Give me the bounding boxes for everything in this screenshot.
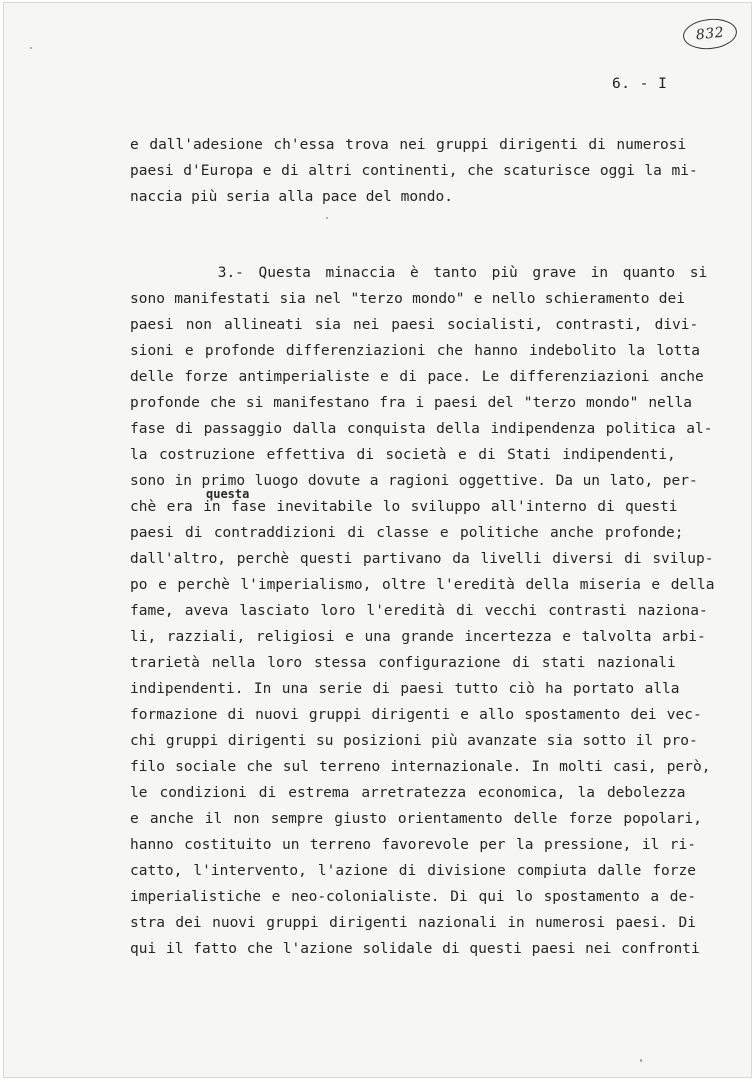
text-line: catto, l'intervento, l'azione di divisione compiuta dalle forze [130,863,696,879]
archive-stamp: 832 [682,16,739,51]
text-line: la costruzione effettiva di società e di Stati indipendenti, [130,447,676,463]
text-line: e anche il non sempre giusto orientamento delle forze popolari, [130,811,702,827]
text-line: paesi non allineati sia nei paesi socialisti, contrasti, divi- [130,317,699,333]
text-line: li, razziali, religiosi e una grande incertezza e talvolta arbi- [130,629,706,645]
page-number: 6. - I [612,76,668,92]
text-line: filo sociale che sul terreno internazionale. In molti casi, però, [130,759,711,775]
text-line: qui il fatto che l'azione solidale di questi paesi nei confronti [130,941,700,957]
text-line: formazione di nuovi gruppi dirigenti e allo spostamento dei vec- [130,707,702,723]
text-line: stra dei nuovi gruppi dirigenti nazionali in numerosi paesi. Di [130,915,696,931]
text-line: sioni e profonde differenziazioni che hanno indebolito la lotta [130,343,700,359]
text-line: po e perchè l'imperialismo, oltre l'eredità della miseria e della [130,577,715,593]
text-line: sono manifestati sia nel "terzo mondo" e nello schieramento dei [130,291,685,307]
text-line: fame, aveva lasciato loro l'eredità di vecchi contrasti naziona- [130,603,708,619]
text-line: imperialistiche e neo-colonialiste. Di qui lo spostamento a de- [130,889,696,905]
text-line: e dall'adesione ch'essa trova nei gruppi dirigenti di numerosi [130,137,687,153]
text-line: chè era in fase inevitabile lo sviluppo all'interno di questi [130,499,678,515]
paper-speck [30,47,32,49]
text-line: trarietà nella loro stessa configurazione di stati nazionali [130,655,676,671]
text-line: profonde che si manifestano fra i paesi del "terzo mondo" nella [130,395,692,411]
text-line: hanno costituito un terreno favorevole per la pressione, il ri- [130,837,696,853]
text-line: le condizioni di estrema arretratezza economica, la debolezza [130,785,686,801]
text-line: paesi d'Europa e di altri continenti, che scaturisce oggi la mi- [130,163,698,179]
text-line: fase di passaggio dalla conquista della indipendenza politica al- [130,421,713,437]
text-line: 3.- Questa minaccia è tanto più grave in quanto si [130,265,708,281]
text-line: sono in primo luogo dovute a ragioni oggettive. Da un lato, per- [130,473,698,489]
paper-speck [640,1059,642,1062]
text-line: paesi di contraddizioni di classe e politiche anche profonde; [130,525,684,541]
text-line: indipendenti. In una serie di paesi tutto ciò ha portato alla [130,681,680,697]
text-line: dall'altro, perchè questi partivano da livelli diversi di svilup- [130,551,714,567]
document-page [3,2,752,1078]
text-line: delle forze antimperialiste e di pace. Le differenziazioni anche [130,369,704,385]
text-line: chi gruppi dirigenti su posizioni più avanzate sia sotto il pro- [130,733,698,749]
paper-speck [326,217,328,219]
text-line: naccia più seria alla pace del mondo. [130,189,454,205]
handwritten-insertion: questa [206,487,250,501]
